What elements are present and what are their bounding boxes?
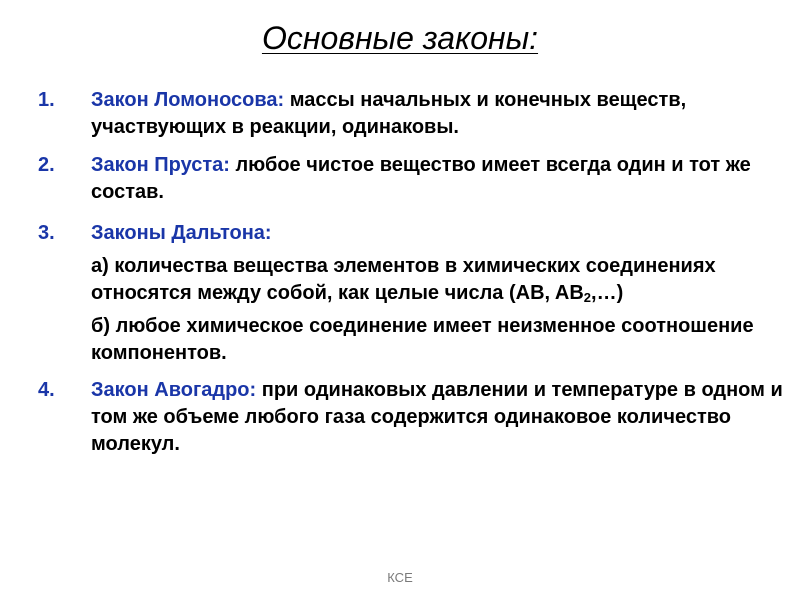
- law-text: при одинаковых давлении и температуре в одном и том же объеме любого газа содержится одинаковое количество молекул.: [91, 379, 783, 455]
- page-title: Основные законы:: [261, 20, 539, 56]
- law-term: Закон Ломоносова:: [91, 89, 285, 111]
- law-text: массы начальных и конечных веществ, участвующих в реакции, одинаковы.: [91, 89, 687, 138]
- law-term: Законы Дальтона:: [91, 222, 272, 244]
- list-item: [0, 377, 800, 458]
- sub-item-b: б) любое химическое соединение имеет неизменное соотношение компонентов.: [91, 315, 754, 364]
- law-text: любое чистое вещество имеет всегда один и тот же состав.: [91, 154, 751, 203]
- item-number: 2.: [38, 154, 55, 176]
- list-item: [0, 220, 800, 367]
- sub-item-a-text: а) количества вещества элементов в химических соединениях относятся между собой, как целые числа (AB, AB: [91, 255, 716, 304]
- sub-item-a-tail: ,…): [591, 282, 624, 304]
- subscript: 2: [583, 290, 592, 305]
- item-number: 1.: [38, 89, 55, 111]
- sub-item-a: [91, 253, 800, 307]
- laws-list: [0, 87, 800, 458]
- item-number: 4.: [38, 379, 55, 401]
- footer-label: КСЕ: [387, 570, 413, 585]
- law-term: Закон Пруста:: [91, 154, 230, 176]
- law-term: Закон Авогадро:: [91, 379, 257, 401]
- list-item: [0, 152, 800, 206]
- item-number: 3.: [38, 222, 55, 244]
- list-item: [0, 87, 800, 141]
